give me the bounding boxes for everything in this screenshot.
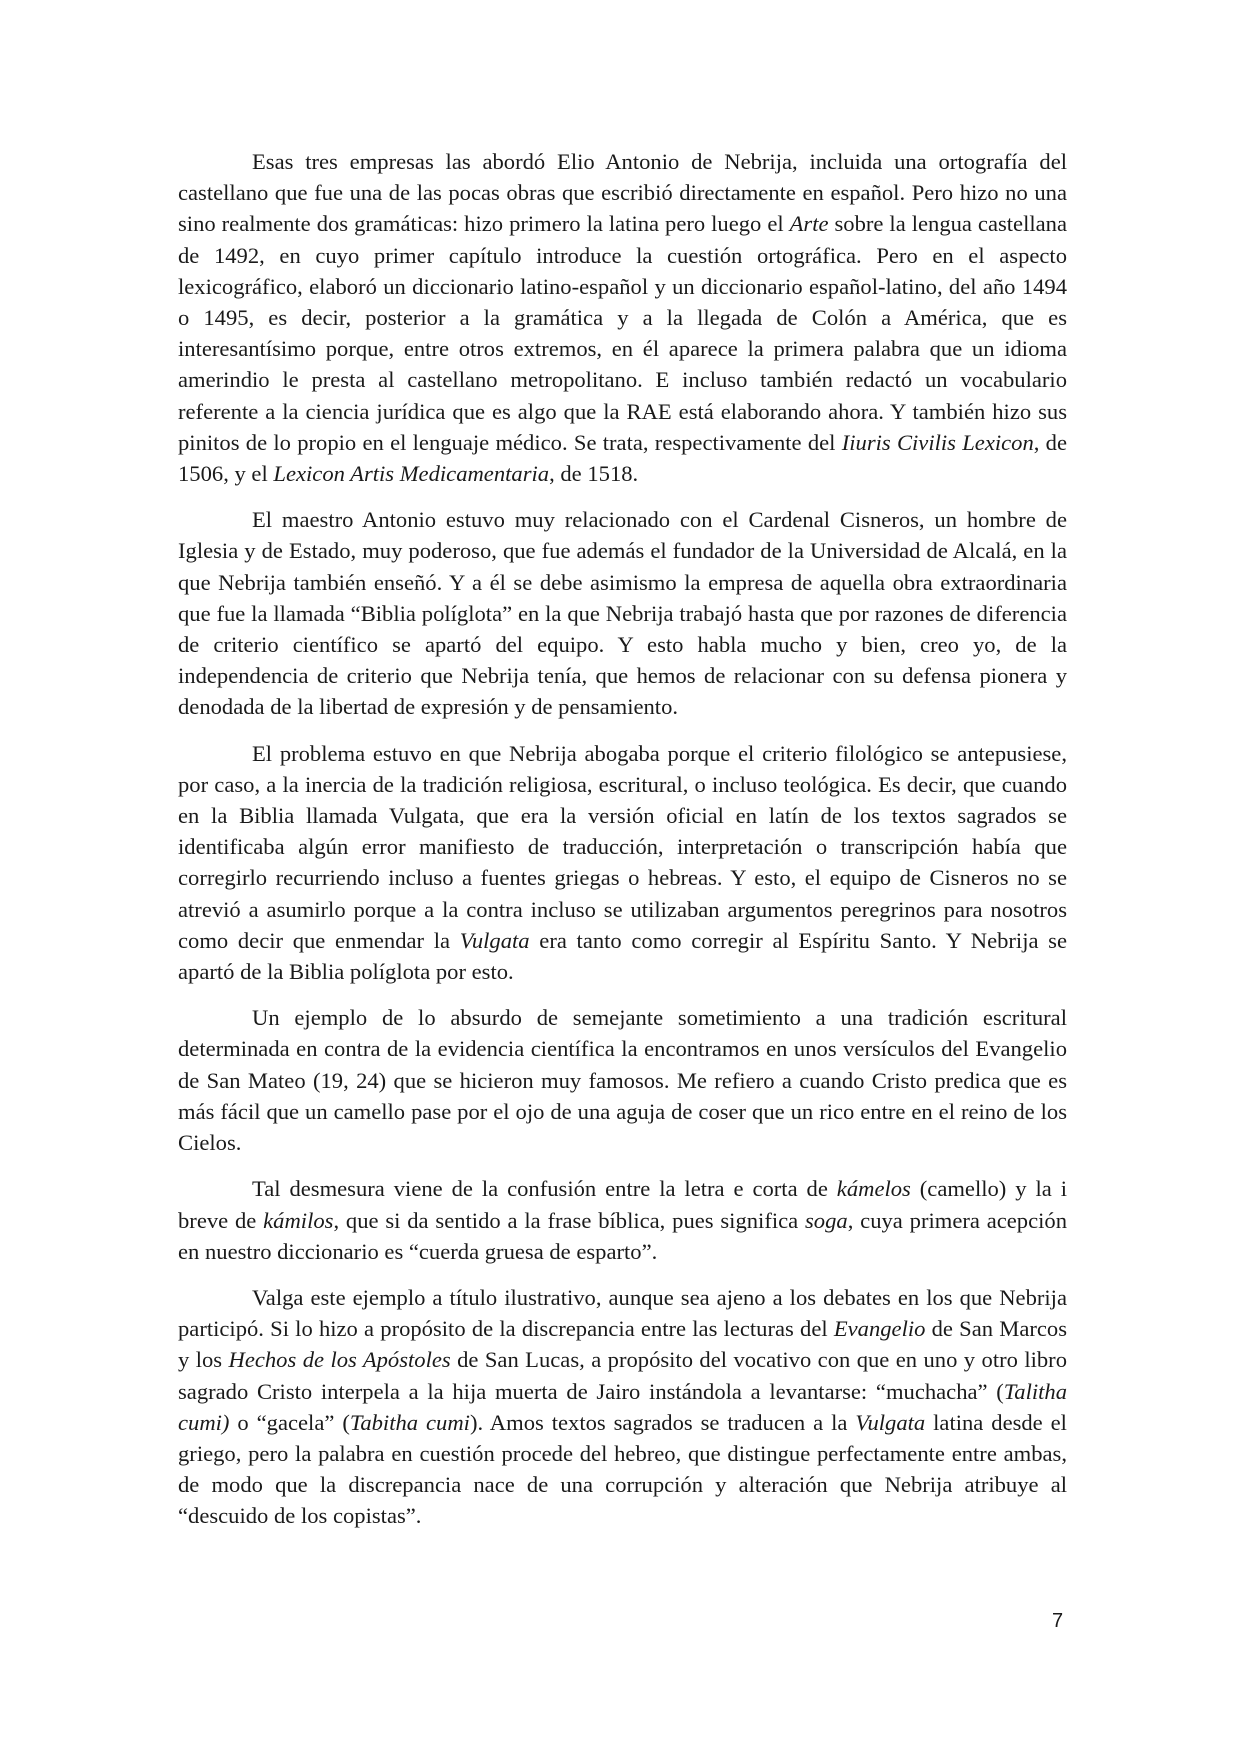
text-run: sobre la lengua castellana de 1492, en cuyo primer capítulo introduce la cuestión ortográfica. Pero en el aspecto lexicográfico, elaboró un diccionario latino-español y un diccionario español-latino, del año 1494 o 1495, es decir, posterior a la gramática y a la llegada de Colón a América, que es interesantísimo porque, entre otros extremos, en él aparece la primera palabra que un idioma amerindio le presta al castellano metropolitano. E incluso también redactó un vocabulario referente a la ciencia jurídica que es algo que la RAE está elaborando ahora. Y también hizo sus pinitos de lo propio en el lenguaje médico. Se trata, respectivamente del	[178, 211, 1067, 455]
text-run: a propósito del vocativo con que en uno y otro libro sagrado Cristo interpela a la hija muerta de Jairo instándola a levantarse: “muchacha” (	[178, 1347, 1068, 1404]
italic-text: Lexicon Artis Medicamentaria	[273, 461, 550, 487]
paragraph	[178, 1173, 1067, 1267]
text-run: Tal desmesura viene de la confusión entre la letra e corta de	[252, 1176, 837, 1202]
text-run: Un ejemplo de lo absurdo de semejante sometimiento a una tradición escritural determinada en contra de la evidencia científica la encontramos en unos versículos del Evangelio de San Mateo (19, 24) que se hicieron muy famosos. Me refiero a cuando Cristo predica que es más fácil que un camello pase por el ojo de una aguja de coser que un rico entre en el reino de los Cielos.	[178, 1005, 1067, 1156]
text-run: El problema estuvo en que Nebrija abogaba porque el criterio filológico se antepusiese, por caso, a la inercia de la tradición religiosa, escritural, o incluso teológica. Es decir, que cuando en la Biblia llamada Vulgata, que era la versión oficial en latín de los textos sagrados se identificaba algún error manifiesto de traducción, interpretación o transcripción había que corregirlo recurriendo incluso a fuentes griegas o hebreas. Y esto, el equipo de Cisneros no se atrevió a asumirlo porque a la contra incluso se utilizaban argumentos peregrinos para nosotros como decir que enmendar la	[178, 740, 1067, 953]
paragraph	[178, 738, 1067, 988]
italic-text: Talitha cumi)	[178, 1378, 1067, 1435]
italic-text: ,	[579, 1347, 585, 1373]
body-text	[178, 146, 1067, 1547]
text-run: era tanto como corregir al Espíritu Santo. Y Nebrija se apartó de la Biblia políglota por esto.	[178, 927, 1067, 985]
text-run: , de 1518.	[549, 461, 639, 487]
paragraph	[178, 504, 1067, 722]
text-run: El maestro Antonio estuvo muy relacionado con el Cardenal Cisneros, un hombre de Iglesia y de Estado, muy poderoso, que fue además el fundador de la Universidad de Alcalá, en la que Nebrija también enseñó. Y a él se debe asimismo la empresa de aquella obra extraordinaria que fue la llamada “Biblia políglota” en la que Nebrija trabajó hasta que por razones de diferencia de criterio científico se apartó del equipo. Y esto habla mucho y bien, creo yo, de la independencia de criterio que Nebrija tenía, que hemos de relacionar con su defensa pionera y denodada de la libertad de expresión y de pensamiento.	[178, 507, 1067, 720]
italic-text: soga	[805, 1207, 848, 1233]
page-number: 7	[1052, 1610, 1064, 1632]
text-run: Esas tres empresas las abordó Elio Antonio de Nebrija, incluida una ortografía del castellano que fue una de las pocas obras que escribió directamente en español. Pero hizo no una sino realmente dos gramáticas: hizo primero la latina pero luego el	[178, 149, 1067, 237]
text-run: , cuya primera acepción en nuestro diccionario es “cuerda gruesa de esparto”.	[178, 1207, 1068, 1264]
paragraph	[178, 146, 1067, 489]
text-run: , que si da sentido a la frase bíblica, pues significa	[333, 1207, 806, 1233]
italic-text: kámilos	[263, 1207, 334, 1233]
text-run: ). Amos textos sagrados se traducen a la	[469, 1409, 856, 1435]
italic-text: Arte	[789, 211, 829, 237]
paragraph	[178, 1002, 1067, 1158]
italic-text: Vulgata	[459, 927, 530, 953]
italic-text: Vulgata	[855, 1409, 926, 1435]
italic-text: Evangelio	[833, 1316, 926, 1342]
italic-text: kámelos	[836, 1176, 911, 1202]
paragraph	[178, 1282, 1067, 1532]
text-run: de San Marcos y los	[178, 1316, 1067, 1373]
text-run: de San Lucas	[450, 1347, 580, 1373]
text-run: latina desde el griego, pero la palabra en cuestión procede del hebreo, que distingue perfectamente entre ambas, de modo que la discrepancia nace de una corrupción y alteración que Nebrija atribuye al “descuido de los copistas”.	[178, 1409, 1067, 1529]
italic-text: Iiuris Civilis Lexicon	[841, 429, 1034, 455]
italic-text: Tabitha cumi	[349, 1409, 470, 1435]
italic-text: Hechos de los Apóstoles	[228, 1347, 451, 1373]
text-run: , de 1506, y el	[178, 429, 1067, 487]
text-run: Valga este ejemplo a título ilustrativo, aunque sea ajeno a los debates en los que Nebrija participó. Si lo hizo a propósito de la discrepancia entre las lecturas del	[178, 1284, 1067, 1342]
text-run: (camello) y la i breve de	[178, 1176, 1067, 1233]
text-run: o “gacela” (	[229, 1409, 350, 1435]
